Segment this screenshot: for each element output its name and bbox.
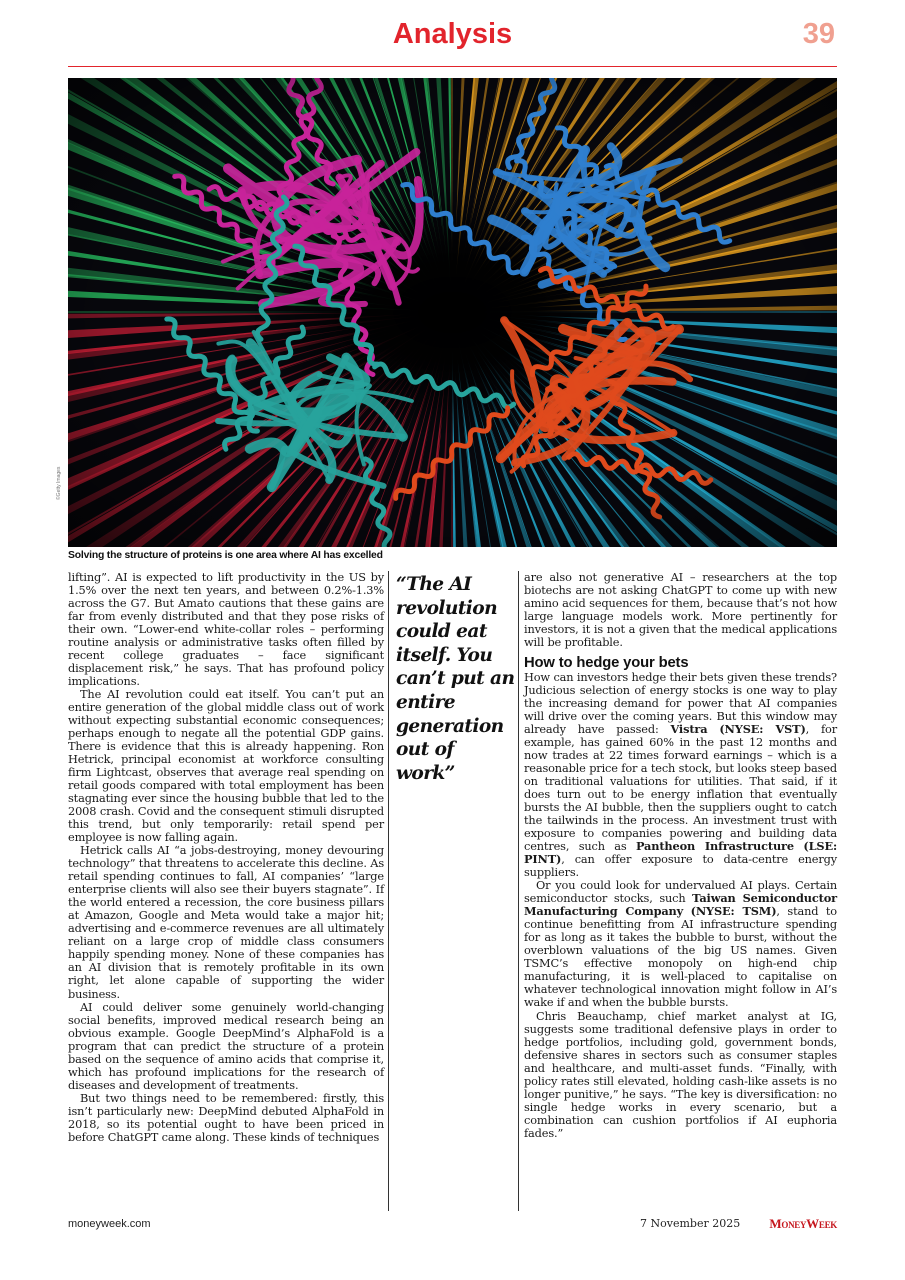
section-title: Analysis (392, 18, 513, 50)
footer-website: moneyweek.com (68, 1218, 151, 1230)
article-column-3 (524, 571, 837, 1140)
paragraph (524, 879, 837, 1009)
company-name: Pantheon Infrastructure (635, 839, 794, 854)
paragraph: are also not generative AI – researchers at the top biotechs are not asking ChatGPT to come up with new amino acid sequences for them, because that’s not how large language models work. More pertinently for investors, it is not a given that the medical applications will be profitable. (524, 570, 837, 650)
paragraph: But two things need to be remembered: firstly, this isn’t particularly new: DeepMind debuted AlphaFold in 2018, so its potential ought to have been priced in before ChatGPT came along. These kinds of techniques (68, 1090, 384, 1144)
text-run: Or you could look for undervalued AI plays. Certain semiconductor stocks, such (524, 878, 837, 906)
company-name: Taiwan Semiconductor Manufacturing Company (524, 891, 837, 919)
paragraph: AI could deliver some genuinely world-changing social benefits, improved medical research being an obvious example. Google DeepMind’s AlphaFold is a program that can predict the structure of a protein based on the sequence of amino acids that comprise it, which has profound implications for the research of diseases and development of treatments. (68, 999, 384, 1092)
article-column-1 (68, 571, 384, 1144)
brand-logo: MoneyWeek (769, 1216, 837, 1231)
paragraph: The AI revolution could eat itself. You can’t put an entire generation of the global middle class out of work without expecting substantial economic consequences; perhaps enough to negate all the potential GDP gains. There is evidence that this is already happening. Ron Hetrick, principal economist at workforce consulting firm Lightcast, observes that average real spending on retail goods compared with total employment has been stagnating ever since the housing bubble that led to the 2008 crash. Covid and the consequent stimuli disrupted this trend, but only temporarily: retail spend per employee is now falling again. (68, 687, 384, 845)
column-divider (388, 571, 389, 1211)
ticker: (LSE: PINT) (524, 839, 837, 867)
ticker: (NYSE: TSM) (690, 904, 777, 919)
text-run: How can investors hedge their bets given these trends? Judicious selection of energy stocks is one way to play the increasing demand for power that AI companies will drive over the coming years. But this window may already have passed: (524, 670, 837, 737)
header-rule (68, 66, 837, 67)
protein-structure-image (68, 78, 837, 547)
text-run: , stand to continue benefitting from AI infrastructure spending for as long as it takes the bubble to burst, without the overblown valuations of the big US names. Given TSMC’s effective monopoly on high-end chip manufacturing, it is well-placed to capitalise on whatever technological innovation might follow in AI’s wake if and when the bubble bursts. (524, 904, 837, 1010)
pull-quote: “The AI revolution could eat itself. You can’t put an entire generation out of work” (396, 574, 515, 784)
text-run: , for example, has gained 60% in the past 12 months and now trades at 22 times forward earnings – which is a reasonable price for a tech stock, but looks steep based on traditional valuations for utilities. That said, if it does turn out to be energy inflation that eventually bursts the AI bubble, then the suppliers ought to catch the tailwinds in the process. An investment trust with exposure to companies powering and building data centres, such as (524, 722, 837, 854)
page-number: 39 (802, 18, 835, 50)
company-name: Vistra (670, 722, 708, 737)
ticker: (NYSE: VST) (719, 722, 806, 737)
image-caption: Solving the structure of proteins is one area where AI has excelled (68, 550, 383, 561)
paragraph: Hetrick calls AI “a jobs-destroying, money devouring technology” that threatens to accelerate this decline. As retail spending continues to fall, AI companies’ “large enterprise clients will also see their buyers stagnate”. If the world entered a recession, the core business pillars at Amazon, Google and Meta would take a major hit; advertising and e-commerce revenues are all ultimately reliant on a large crop of middle class consumers happily spending money. None of these companies has an AI division that is remotely profitable in its own right, let alone capable of supporting the wider business. (68, 843, 384, 1001)
text-run: , can offer exposure to data-centre energy suppliers. (524, 852, 837, 880)
paragraph: Chris Beauchamp, chief market analyst at IG, suggests some traditional defensive plays in order to hedge portfolios, including gold, government bonds, defensive shares in sectors such as consumer staples and healthcare, and multi-asset funds. “Finally, with policy rates still elevated, holding cash-like assets is no longer punitive,” he says. “The key is diversification: no single hedge works in every scenario, but a combination can cushion portfolios if AI euphoria fades.” (524, 1008, 837, 1140)
column-divider (518, 571, 519, 1211)
footer-date: 7 November 2025 (640, 1217, 741, 1230)
subheading: How to hedge your bets (524, 655, 689, 672)
paragraph: lifting”. AI is expected to lift productivity in the US by 1.5% over the next ten years, and between 0.2%-1.3% across the G7. But Amato cautions that these gains are far from evenly distributed and that they pose risks of their own. “Lower-end white-collar roles – performing routine analysis or administrative tasks often filled by recent college graduates – face significant displacement risk,” he says. That has profound policy implications. (68, 570, 384, 689)
image-credit: ©Getty Images (56, 466, 62, 500)
paragraph (524, 671, 837, 879)
